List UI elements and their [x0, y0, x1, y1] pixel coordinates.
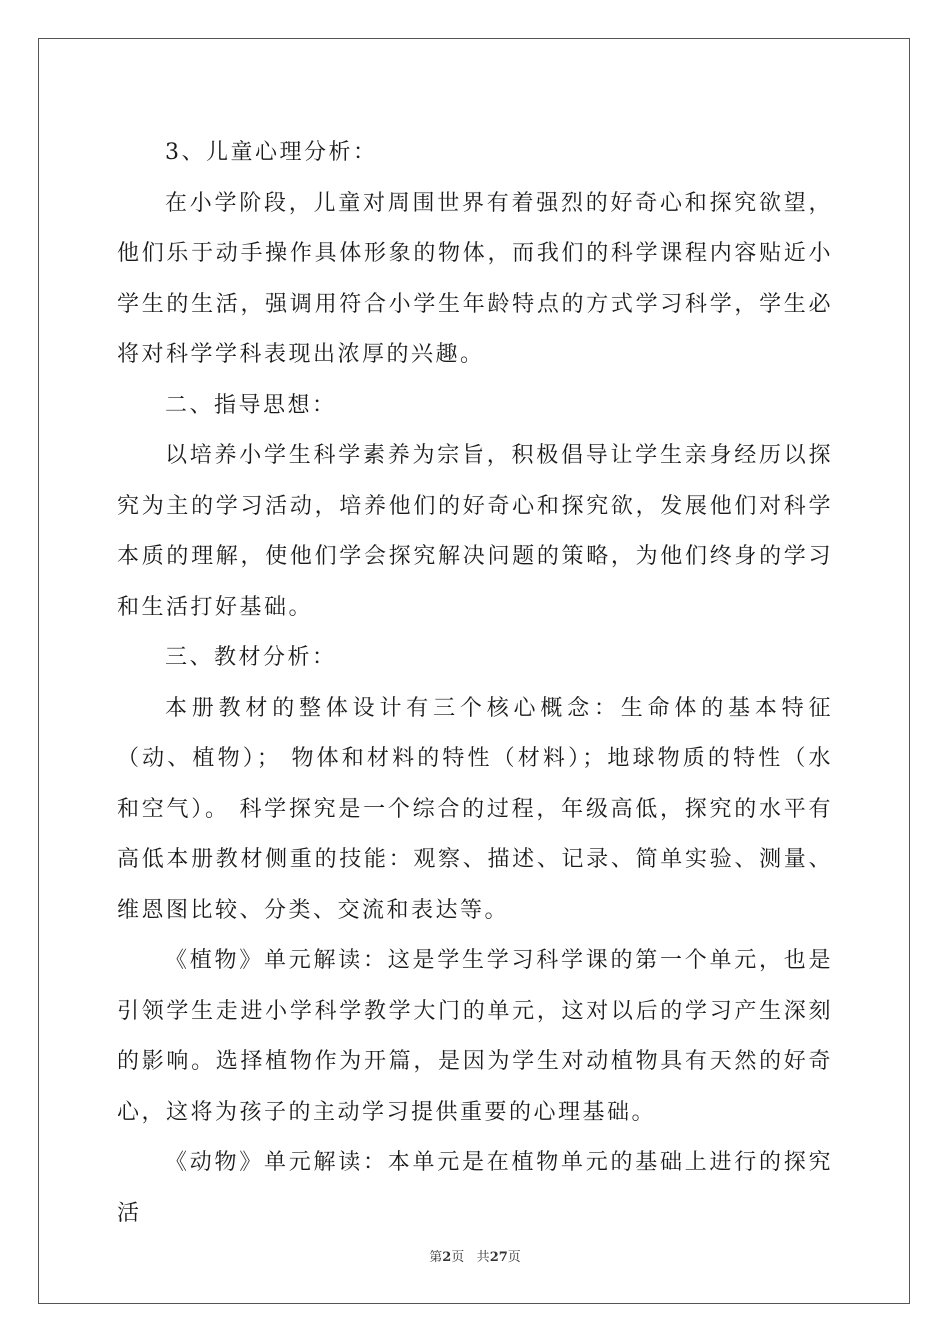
- paragraph-plants-unit: 《植物》单元解读：这是学生学习科学课的第一个单元，也是引领学生走进小学科学教学大门的单元，这对以后的学习产生深刻的影响。选择植物作为开篇，是因为学生对动植物具有天然的好奇心，这将为孩子的主动学习提供重要的心理基础。: [117, 948, 833, 1125]
- page-footer: [0, 1246, 950, 1265]
- total-pages: 27: [489, 1250, 508, 1265]
- total-unit: 页: [507, 1250, 521, 1265]
- page-prefix: 第: [429, 1250, 443, 1265]
- section-heading-textbook-analysis: 三、教材分析：: [165, 645, 337, 670]
- section-heading-guiding-ideology: 二、指导思想：: [165, 392, 337, 418]
- paragraph-guiding-ideology: 以培养小学生科学素养为宗旨，积极倡导让学生亲身经历以探究为主的学习活动，培养他们的好奇心和探究欲，发展他们对科学本质的理解，使他们学会探究解决问题的策略，为他们终身的学习和生活打好基础。: [117, 443, 833, 620]
- page-number: 2: [442, 1250, 452, 1265]
- section-heading-child-psychology: 3、儿童心理分析：: [165, 140, 378, 165]
- document-body: [117, 128, 833, 1239]
- paragraph-animals-unit: 《动物》单元解读：本单元是在植物单元的基础上进行的探究活: [117, 1150, 833, 1226]
- paragraph-textbook-analysis: 本册教材的整体设计有三个核心概念：生命体的基本特征（动、植物）； 物体和材料的特性（材料）；地球物质的特性（水和空气）。 科学探究是一个综合的过程，年级高低，探究的水平有高低本册教材侧重的技能：观察、描述、记录、简单实验、测量、维恩图比较、分类、交流和表达等。: [117, 695, 833, 923]
- page-unit: 页: [451, 1250, 465, 1265]
- total-prefix: 共: [476, 1250, 490, 1265]
- paragraph-child-psychology: 在小学阶段，儿童对周围世界有着强烈的好奇心和探究欲望，他们乐于动手操作具体形象的物体，而我们的科学课程内容贴近小学生的生活，强调用符合小学生年龄特点的方式学习科学，学生必将对科学学科表现出浓厚的兴趣。: [117, 190, 833, 367]
